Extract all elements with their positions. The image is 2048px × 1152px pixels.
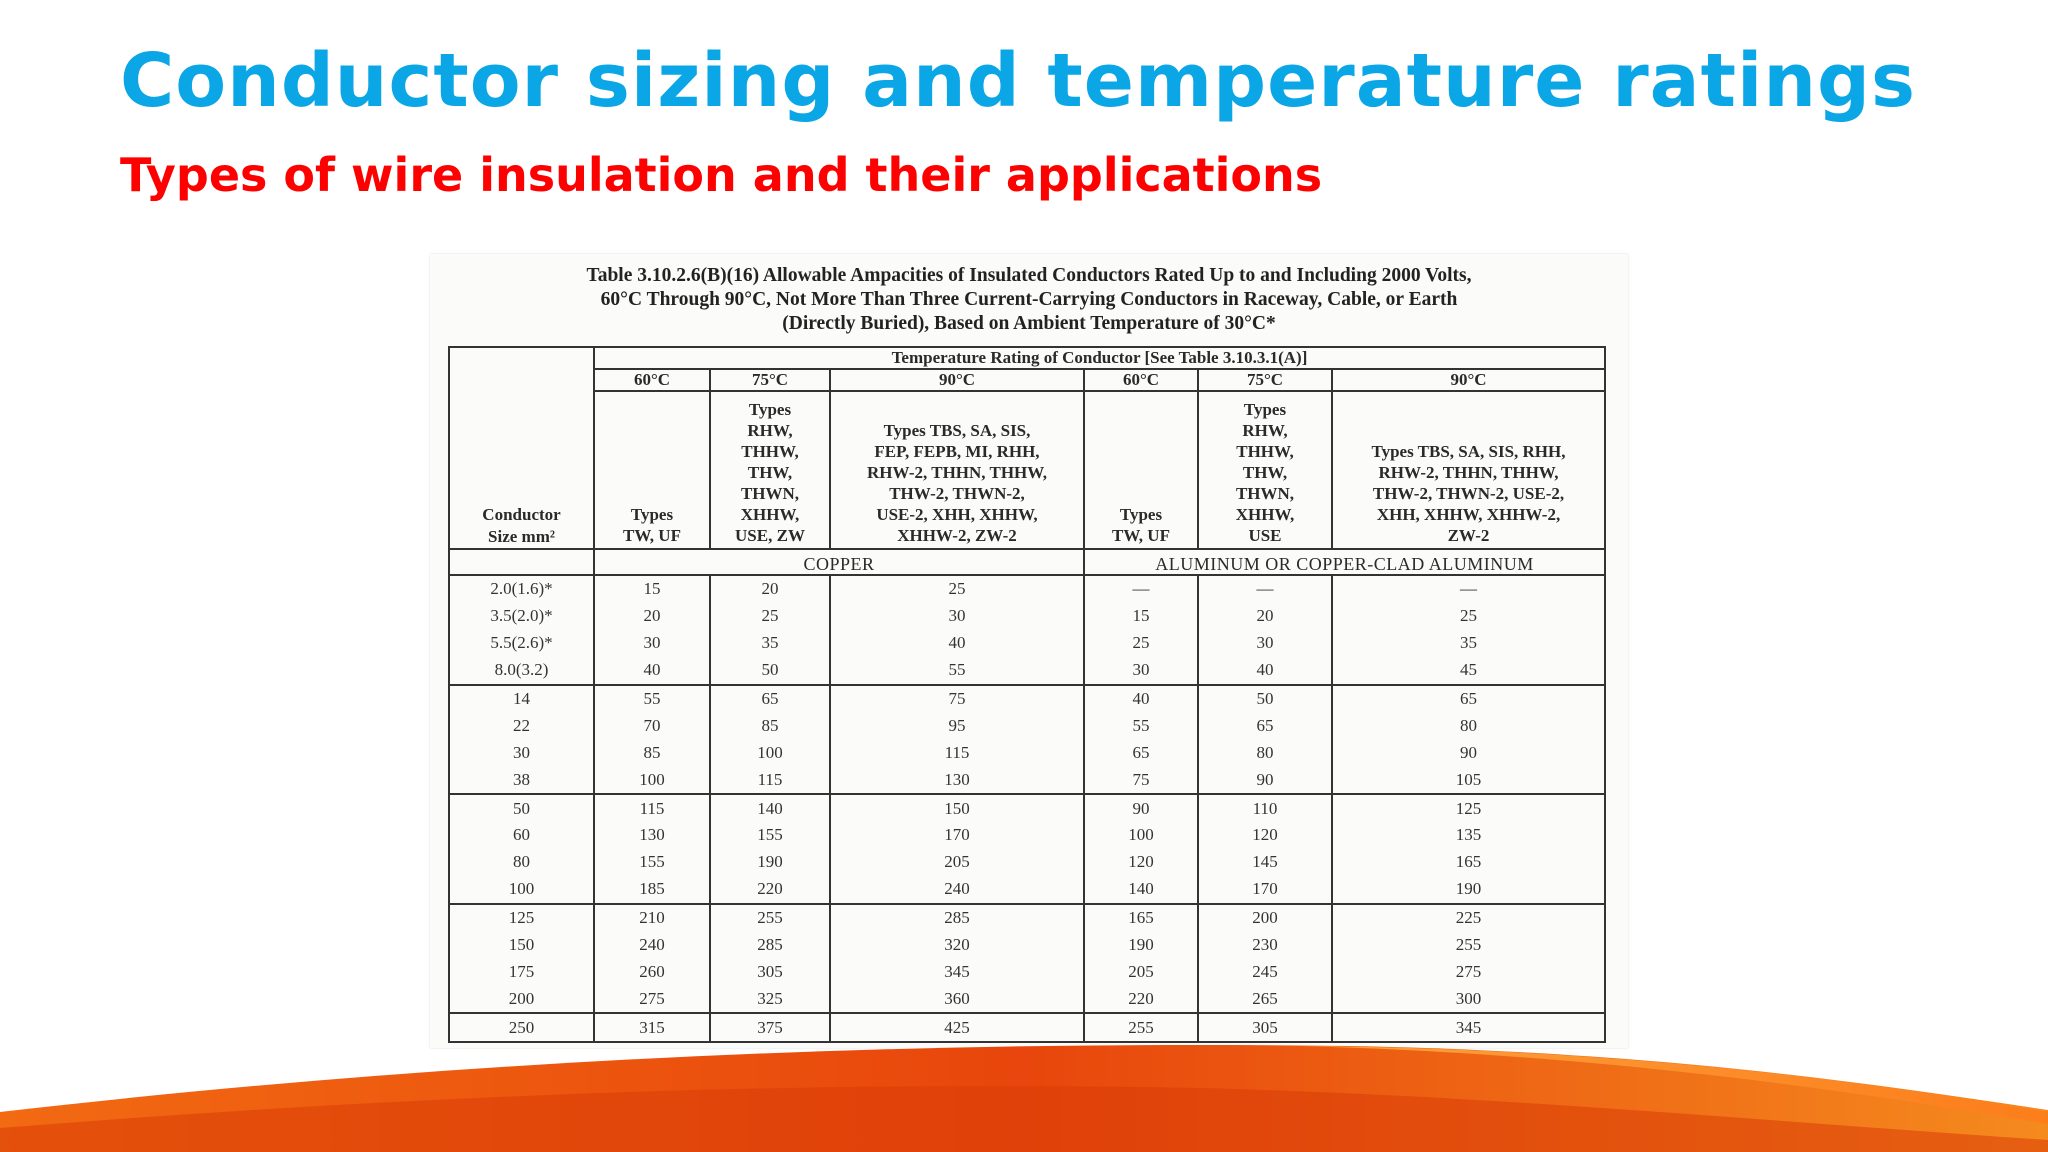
ampacity-cell: 65 xyxy=(1084,739,1198,766)
ampacity-cell: 115 xyxy=(830,739,1084,766)
ampacity-cell: 40 xyxy=(1198,657,1332,685)
conductor-size-cell: 250 xyxy=(449,1013,594,1042)
insulation-types-header: Types TBS, SA, SIS, RHH, RHW-2, THHN, THHW, THW-2, THWN-2, USE-2, XHH, XHHW, XHHW-2, ZW-2 xyxy=(1332,391,1605,549)
ampacity-cell: 255 xyxy=(1084,1013,1198,1042)
temp-header: 60°C xyxy=(1084,369,1198,391)
ampacity-cell: 205 xyxy=(1084,958,1198,985)
ampacity-cell: 155 xyxy=(594,849,710,876)
table-row xyxy=(449,904,1605,932)
temperature-rating-header: Temperature Rating of Conductor [See Table 3.10.3.1(A)] xyxy=(594,347,1605,369)
ampacity-cell: 190 xyxy=(1084,932,1198,959)
ampacity-cell: 190 xyxy=(1332,876,1605,904)
conductor-size-cell: 200 xyxy=(449,985,594,1013)
insulation-types-header: Types RHW, THHW, THW, THWN, XHHW, USE xyxy=(1198,391,1332,549)
ampacity-cell: 70 xyxy=(594,712,710,739)
slide-subtitle: Types of wire insulation and their applications xyxy=(120,148,1323,202)
ampacity-cell: 225 xyxy=(1332,904,1605,932)
conductor-size-cell: 14 xyxy=(449,685,594,713)
ampacity-cell: 255 xyxy=(1332,932,1605,959)
conductor-size-cell: 80 xyxy=(449,849,594,876)
ampacity-cell: 85 xyxy=(710,712,830,739)
caption-line: Table 3.10.2.6(B)(16) Allowable Ampacities of Insulated Conductors Rated Up to and Including 2000 Volts, xyxy=(586,265,1472,286)
ampacity-cell: 30 xyxy=(594,630,710,657)
ampacity-cell: 145 xyxy=(1198,849,1332,876)
ampacity-cell: 220 xyxy=(1084,985,1198,1013)
ampacity-cell: 90 xyxy=(1332,739,1605,766)
ampacity-cell: 245 xyxy=(1198,958,1332,985)
ampacity-cell: 285 xyxy=(710,932,830,959)
conductor-size-cell: 2.0(1.6)* xyxy=(449,575,594,603)
ampacity-cell: — xyxy=(1332,575,1605,603)
decorative-swoosh xyxy=(0,1040,2048,1152)
table-row xyxy=(449,603,1605,630)
ampacity-cell: 50 xyxy=(1198,685,1332,713)
ampacity-cell: 30 xyxy=(1198,630,1332,657)
ampacity-cell: 20 xyxy=(1198,603,1332,630)
ampacity-cell: 90 xyxy=(1084,794,1198,822)
table-row xyxy=(449,712,1605,739)
ampacity-cell: 80 xyxy=(1332,712,1605,739)
ampacity-cell: 205 xyxy=(830,849,1084,876)
ampacity-cell: 275 xyxy=(594,985,710,1013)
ampacity-cell: 150 xyxy=(830,794,1084,822)
ampacity-cell: 65 xyxy=(710,685,830,713)
ampacity-cell: 300 xyxy=(1332,985,1605,1013)
conductor-size-cell: 5.5(2.6)* xyxy=(449,630,594,657)
ampacity-cell: 185 xyxy=(594,876,710,904)
ampacity-cell: 95 xyxy=(830,712,1084,739)
ampacity-cell: 240 xyxy=(830,876,1084,904)
ampacity-cell: 315 xyxy=(594,1013,710,1042)
ampacity-cell: 100 xyxy=(594,766,710,794)
table-row xyxy=(449,575,1605,603)
ampacity-cell: 345 xyxy=(830,958,1084,985)
table-row xyxy=(449,630,1605,657)
ampacity-cell: 25 xyxy=(1332,603,1605,630)
table-row xyxy=(449,822,1605,849)
ampacity-cell: 40 xyxy=(830,630,1084,657)
ampacity-table-image xyxy=(430,254,1628,1048)
caption-line: 60°C Through 90°C, Not More Than Three Current-Carrying Conductors in Raceway, Cable, or Earth xyxy=(600,289,1458,310)
ampacity-cell: 115 xyxy=(710,766,830,794)
ampacity-cell: 425 xyxy=(830,1013,1084,1042)
insulation-types-header: Types TBS, SA, SIS, FEP, FEPB, MI, RHH, RHW-2, THHN, THHW, THW-2, THWN-2, USE-2, XHH, XHHW, XHHW-2, ZW-2 xyxy=(830,391,1084,549)
ampacity-cell: 80 xyxy=(1198,739,1332,766)
ampacity-cell: 360 xyxy=(830,985,1084,1013)
ampacity-cell: 345 xyxy=(1332,1013,1605,1042)
ampacity-cell: 200 xyxy=(1198,904,1332,932)
ampacity-cell: 20 xyxy=(710,575,830,603)
temp-header: 75°C xyxy=(710,369,830,391)
copper-header: COPPER xyxy=(594,549,1084,575)
table-row xyxy=(449,1013,1605,1042)
ampacity-cell: 45 xyxy=(1332,657,1605,685)
table-row xyxy=(449,766,1605,794)
conductor-size-cell: 125 xyxy=(449,904,594,932)
ampacity-cell: 190 xyxy=(710,849,830,876)
insulation-types-header: Types TW, UF xyxy=(1084,391,1198,549)
ampacity-cell: 275 xyxy=(1332,958,1605,985)
ampacity-cell: 30 xyxy=(1084,657,1198,685)
ampacity-cell: 55 xyxy=(830,657,1084,685)
table-row xyxy=(449,657,1605,685)
ampacity-cell: 140 xyxy=(1084,876,1198,904)
conductor-size-cell: 22 xyxy=(449,712,594,739)
ampacity-cell: 170 xyxy=(830,822,1084,849)
ampacity-cell: 55 xyxy=(1084,712,1198,739)
ampacity-cell: 325 xyxy=(710,985,830,1013)
ampacity-cell: 15 xyxy=(594,575,710,603)
ampacity-cell: 375 xyxy=(710,1013,830,1042)
ampacity-cell: 75 xyxy=(830,685,1084,713)
ampacity-cell: 65 xyxy=(1332,685,1605,713)
ampacity-cell: 165 xyxy=(1084,904,1198,932)
ampacity-cell: 85 xyxy=(594,739,710,766)
ampacity-cell: 120 xyxy=(1084,849,1198,876)
temp-header: 90°C xyxy=(830,369,1084,391)
table-row xyxy=(449,849,1605,876)
ampacity-cell: 25 xyxy=(710,603,830,630)
ampacity-cell: 305 xyxy=(710,958,830,985)
ampacity-cell: 90 xyxy=(1198,766,1332,794)
ampacity-cell: 125 xyxy=(1332,794,1605,822)
table-row xyxy=(449,876,1605,904)
ampacity-cell: 20 xyxy=(594,603,710,630)
ampacity-cell: 265 xyxy=(1198,985,1332,1013)
ampacity-cell: 110 xyxy=(1198,794,1332,822)
ampacity-cell: 55 xyxy=(594,685,710,713)
conductor-size-cell: 150 xyxy=(449,932,594,959)
table-row xyxy=(449,794,1605,822)
ampacity-cell: 115 xyxy=(594,794,710,822)
conductor-size-cell: 3.5(2.0)* xyxy=(449,603,594,630)
ampacity-cell: 130 xyxy=(594,822,710,849)
table-row xyxy=(449,932,1605,959)
conductor-size-cell: 8.0(3.2) xyxy=(449,657,594,685)
ampacity-cell: 30 xyxy=(830,603,1084,630)
ampacity-cell: 155 xyxy=(710,822,830,849)
ampacity-cell: 285 xyxy=(830,904,1084,932)
ampacity-cell: 35 xyxy=(1332,630,1605,657)
ampacity-cell: 100 xyxy=(710,739,830,766)
ampacity-cell: 105 xyxy=(1332,766,1605,794)
ampacity-cell: 35 xyxy=(710,630,830,657)
conductor-size-cell: 38 xyxy=(449,766,594,794)
table-caption xyxy=(444,264,1614,336)
ampacity-cell: 25 xyxy=(830,575,1084,603)
table-row xyxy=(449,985,1605,1013)
caption-line: (Directly Buried), Based on Ambient Temperature of 30°C* xyxy=(782,313,1276,334)
ampacity-cell: 305 xyxy=(1198,1013,1332,1042)
table-row xyxy=(449,739,1605,766)
aluminum-header: ALUMINUM OR COPPER-CLAD ALUMINUM xyxy=(1084,549,1605,575)
ampacity-cell: 135 xyxy=(1332,822,1605,849)
conductor-size-header: Conductor Size mm² xyxy=(449,347,594,549)
conductor-size-cell: 175 xyxy=(449,958,594,985)
ampacity-cell: 260 xyxy=(594,958,710,985)
ampacity-cell: 25 xyxy=(1084,630,1198,657)
table-row xyxy=(449,958,1605,985)
ampacity-cell: 320 xyxy=(830,932,1084,959)
ampacity-cell: 65 xyxy=(1198,712,1332,739)
ampacity-cell: 230 xyxy=(1198,932,1332,959)
ampacity-cell: — xyxy=(1198,575,1332,603)
temp-header: 75°C xyxy=(1198,369,1332,391)
ampacity-cell: 255 xyxy=(710,904,830,932)
insulation-types-header: Types TW, UF xyxy=(594,391,710,549)
ampacity-table xyxy=(448,346,1606,1043)
ampacity-cell: 170 xyxy=(1198,876,1332,904)
ampacity-cell: 15 xyxy=(1084,603,1198,630)
ampacity-cell: 40 xyxy=(1084,685,1198,713)
ampacity-cell: 50 xyxy=(710,657,830,685)
temp-header: 60°C xyxy=(594,369,710,391)
conductor-size-cell: 100 xyxy=(449,876,594,904)
ampacity-cell: 165 xyxy=(1332,849,1605,876)
ampacity-cell: 220 xyxy=(710,876,830,904)
conductor-size-cell: 60 xyxy=(449,822,594,849)
ampacity-cell: 120 xyxy=(1198,822,1332,849)
ampacity-cell: — xyxy=(1084,575,1198,603)
ampacity-cell: 40 xyxy=(594,657,710,685)
insulation-types-header: Types RHW, THHW, THW, THWN, XHHW, USE, ZW xyxy=(710,391,830,549)
temp-header: 90°C xyxy=(1332,369,1605,391)
ampacity-cell: 140 xyxy=(710,794,830,822)
ampacity-cell: 130 xyxy=(830,766,1084,794)
ampacity-cell: 75 xyxy=(1084,766,1198,794)
ampacity-cell: 240 xyxy=(594,932,710,959)
slide-title: Conductor sizing and temperature ratings xyxy=(120,38,1917,124)
table-row xyxy=(449,685,1605,713)
conductor-size-cell: 50 xyxy=(449,794,594,822)
ampacity-cell: 210 xyxy=(594,904,710,932)
conductor-size-cell: 30 xyxy=(449,739,594,766)
ampacity-cell: 100 xyxy=(1084,822,1198,849)
